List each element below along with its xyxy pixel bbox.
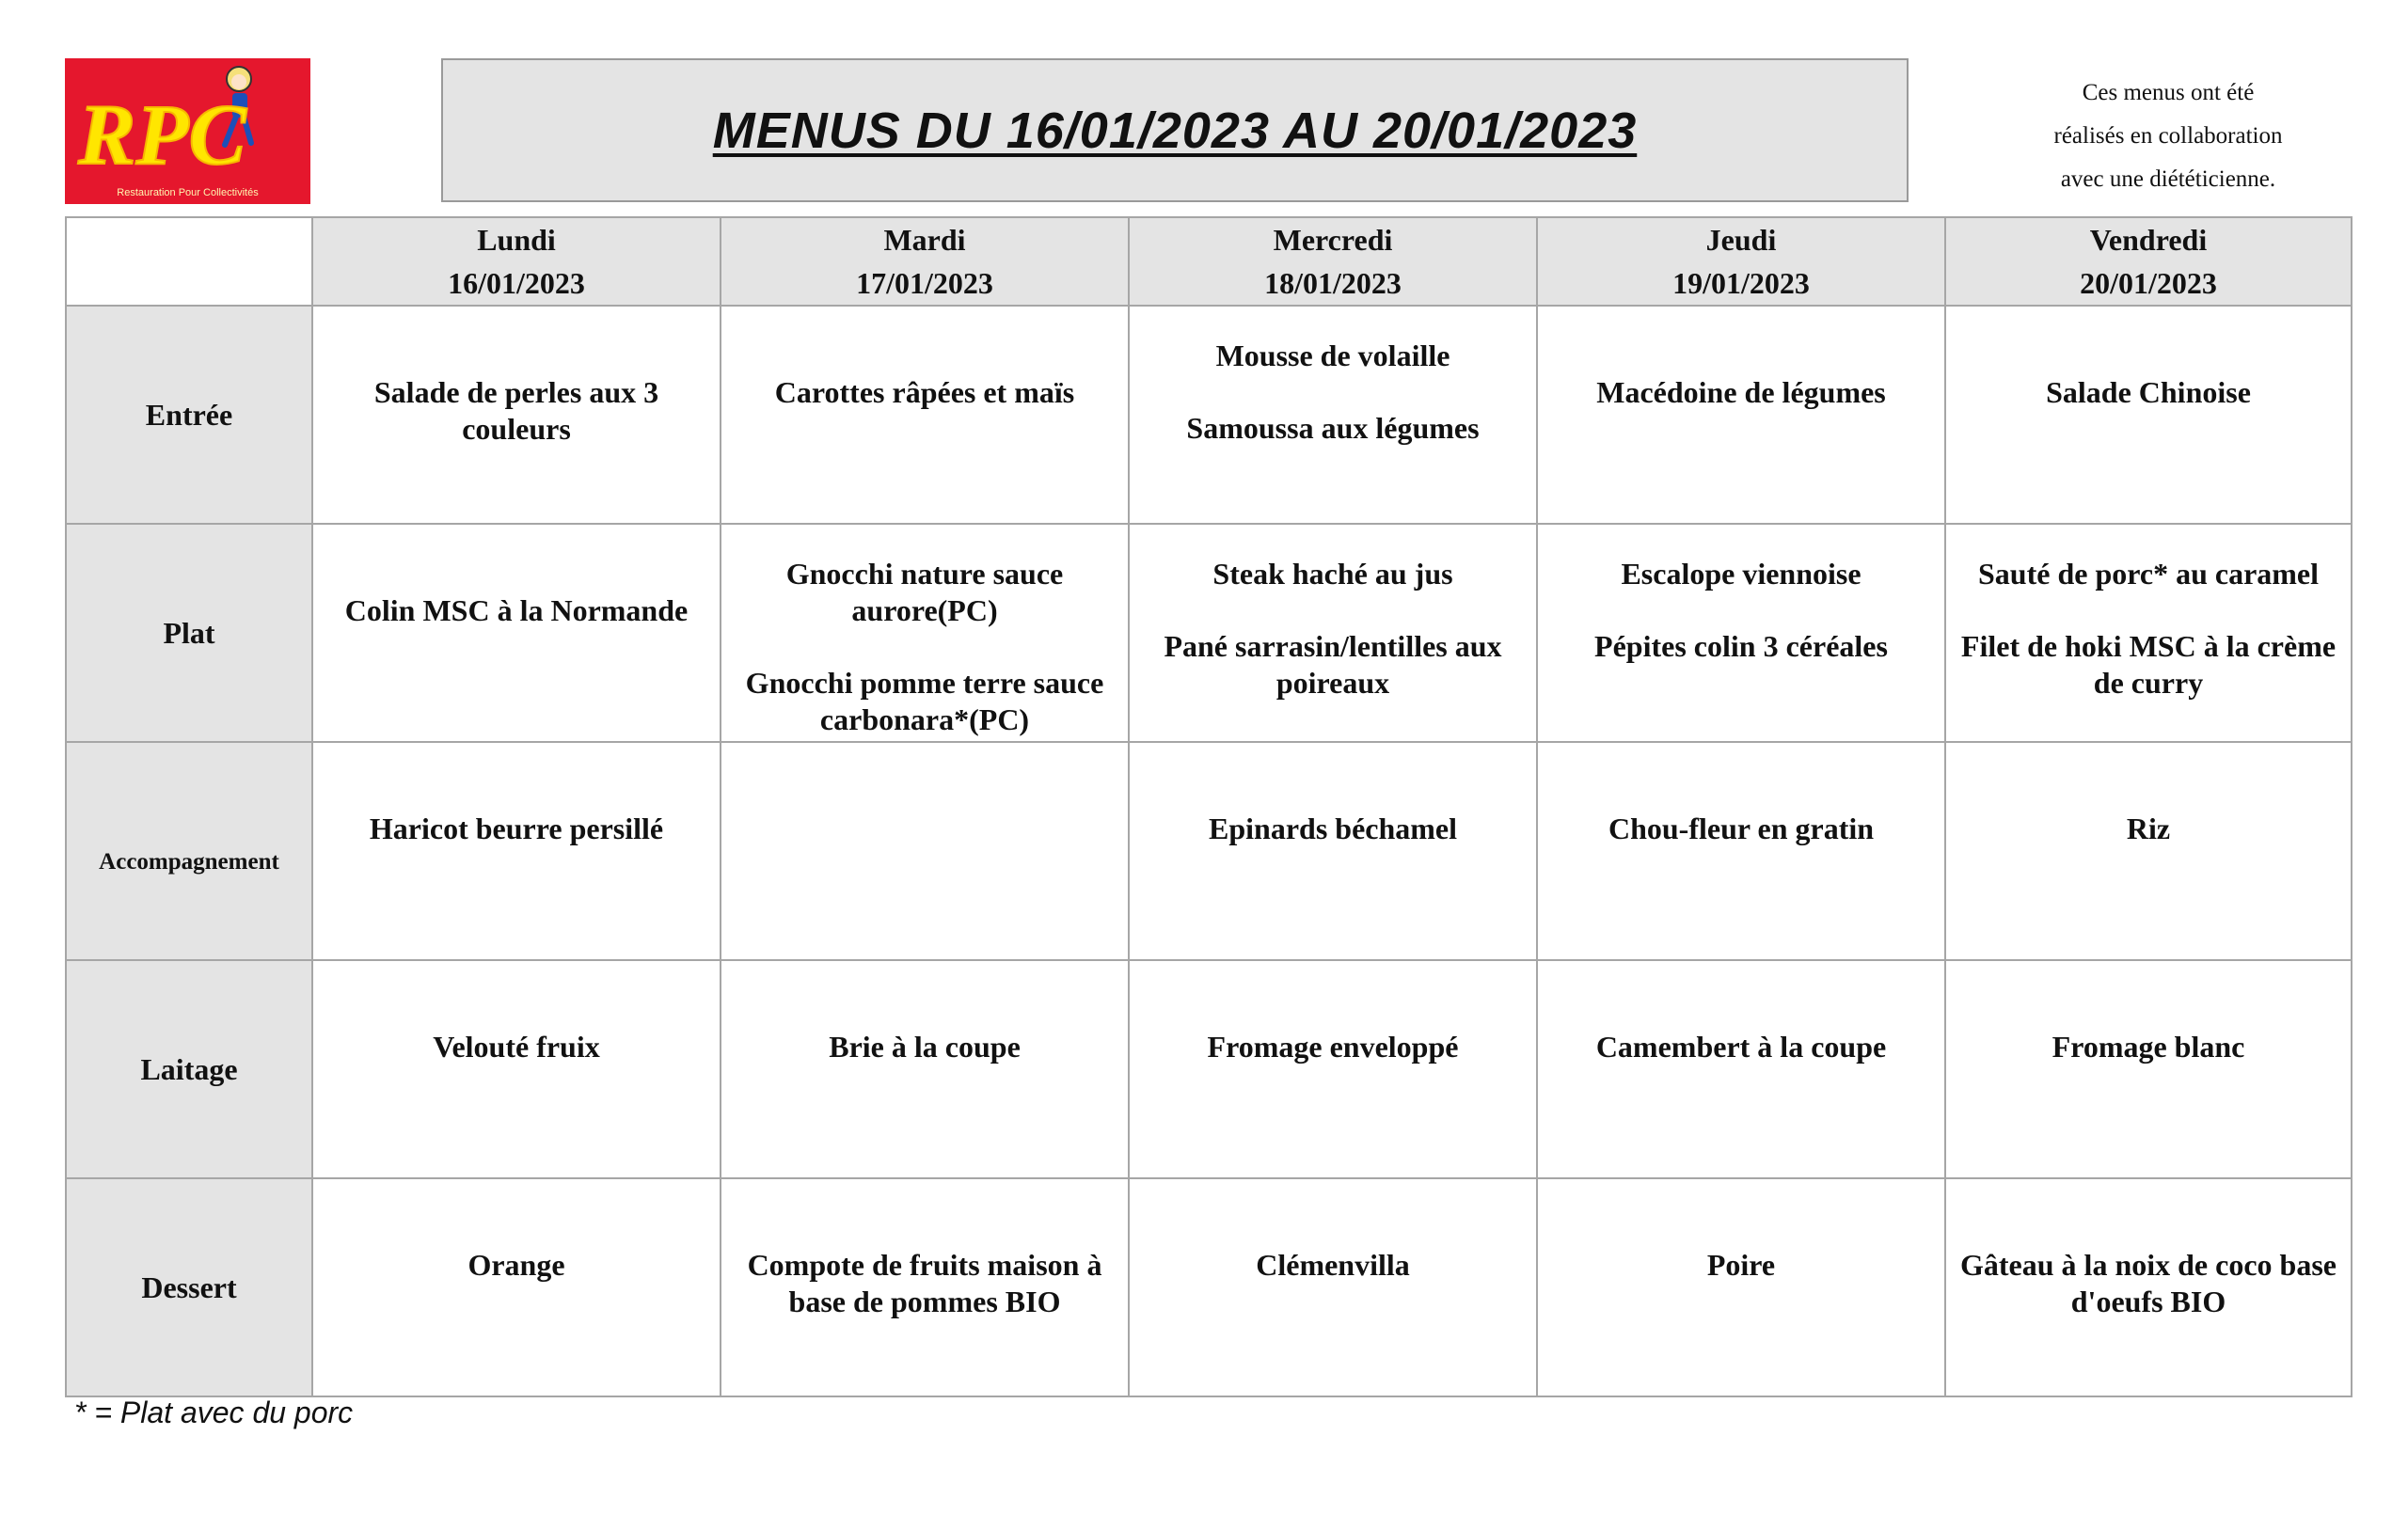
menu-cell (721, 524, 1129, 742)
day-header-lundi (312, 217, 721, 306)
menu-cell (1945, 524, 2352, 742)
menu-table (65, 216, 2353, 1397)
dish-name: Orange (467, 1248, 565, 1282)
dish-name: Camembert à la coupe (1595, 1030, 1887, 1064)
row-label: Plat (66, 524, 312, 742)
menu-row (66, 524, 2352, 742)
menu-cell (721, 742, 1129, 960)
title-banner (441, 58, 1909, 202)
note-line: réalisés en collaboration (2053, 123, 2283, 149)
menu-cell (1537, 306, 1945, 524)
dish-name: Epinards béchamel (1208, 812, 1458, 845)
day-date: 20/01/2023 (2080, 266, 2217, 300)
menu-cell (312, 306, 721, 524)
day-header-row (66, 217, 2352, 306)
dish-name: Poire (1706, 1248, 1776, 1282)
dish-name: Pané sarrasin/lentilles aux poireaux (1164, 629, 1502, 700)
menu-cell (1537, 1178, 1945, 1396)
rpc-logo (65, 58, 310, 204)
menu-cell (312, 742, 721, 960)
menu-cell (1129, 742, 1537, 960)
dish-name: Gnocchi pomme terre sauce carbonara*(PC) (745, 666, 1104, 736)
day-header-vendredi (1945, 217, 2352, 306)
row-label: Accompagnement (66, 742, 312, 960)
corner-cell (66, 217, 312, 306)
day-header-jeudi (1537, 217, 1945, 306)
row-label: Dessert (66, 1178, 312, 1396)
menu-cell (312, 524, 721, 742)
day-header-mercredi (1129, 217, 1537, 306)
menu-body (66, 306, 2352, 1396)
row-label: Laitage (66, 960, 312, 1178)
row-label: Entrée (66, 306, 312, 524)
dish-name: Macédoine de légumes (1596, 375, 1886, 409)
day-header-mardi (721, 217, 1129, 306)
menu-cell (312, 960, 721, 1178)
menu-cell (1537, 960, 1945, 1178)
dish-name: Salade de perles aux 3 couleurs (373, 375, 659, 446)
dish-name: Steak haché au jus (1212, 557, 1453, 591)
dish-name: Fromage enveloppé (1207, 1030, 1459, 1064)
day-name: Jeudi (1705, 223, 1777, 257)
note-line: avec une diététicienne. (2060, 166, 2276, 192)
day-date: 16/01/2023 (448, 266, 585, 300)
dish-name: Escalope viennoise (1621, 557, 1861, 591)
menu-cell (1945, 306, 2352, 524)
menu-cell (1129, 960, 1537, 1178)
note-line: Ces menus ont été (2082, 80, 2255, 105)
logo-tagline: Restauration Pour Collectivités (117, 187, 259, 198)
day-name: Lundi (477, 223, 556, 257)
day-date: 19/01/2023 (1672, 266, 1810, 300)
dish-name: Colin MSC à la Normande (344, 593, 689, 627)
menu-cell (1129, 1178, 1537, 1396)
menu-row (66, 1178, 2352, 1396)
menu-cell (1537, 524, 1945, 742)
menu-cell (1129, 524, 1537, 742)
dish-name: Fromage blanc (2052, 1030, 2245, 1064)
dish-name: Pépites colin 3 céréales (1594, 629, 1888, 663)
menu-cell (1945, 1178, 2352, 1396)
dish-name: Carottes râpées et maïs (774, 375, 1075, 409)
dish-name: Riz (2126, 812, 2171, 845)
dish-name: Brie à la coupe (829, 1030, 1021, 1064)
dish-name: Gnocchi nature sauce aurore(PC) (785, 557, 1064, 627)
menu-cell (312, 1178, 721, 1396)
dish-name: Velouté fruix (433, 1030, 600, 1064)
menu-cell (721, 1178, 1129, 1396)
pork-footnote: * = Plat avec du porc (74, 1396, 354, 1429)
menu-row (66, 742, 2352, 960)
rpc-logo-artwork (65, 58, 310, 204)
dish-name: Haricot beurre persillé (369, 812, 664, 845)
dish-name: Chou-fleur en gratin (1608, 812, 1875, 845)
dish-name: Sauté de porc* au caramel (1977, 557, 2320, 591)
menu-cell (721, 960, 1129, 1178)
dish-name: Samoussa aux légumes (1186, 411, 1480, 445)
dish-name: Mousse de volaille (1215, 339, 1450, 372)
menu-row (66, 960, 2352, 1178)
menu-row (66, 306, 2352, 524)
dish-name: Clémenvilla (1256, 1248, 1410, 1282)
page-title: MENUS DU 16/01/2023 AU 20/01/2023 (712, 102, 1638, 159)
dish-name: Salade Chinoise (2046, 375, 2251, 409)
menu-cell (1129, 306, 1537, 524)
day-date: 18/01/2023 (1264, 266, 1402, 300)
menu-cell (1945, 960, 2352, 1178)
dish-name: Filet de hoki MSC à la crème de curry (1960, 629, 2337, 700)
day-name: Mercredi (1273, 223, 1393, 257)
menu-cell (721, 306, 1129, 524)
day-name: Mardi (883, 223, 966, 257)
day-name: Vendredi (2089, 223, 2208, 257)
dish-name: Compote de fruits maison à base de pommes BIO (747, 1248, 1102, 1318)
dish-name: Gâteau à la noix de coco base d'oeufs BIO (1960, 1248, 2337, 1318)
day-date: 17/01/2023 (856, 266, 993, 300)
logo-letters: RPC (78, 87, 246, 182)
menu-cell (1945, 742, 2352, 960)
dietitian-note (1961, 71, 2375, 201)
menu-cell (1537, 742, 1945, 960)
